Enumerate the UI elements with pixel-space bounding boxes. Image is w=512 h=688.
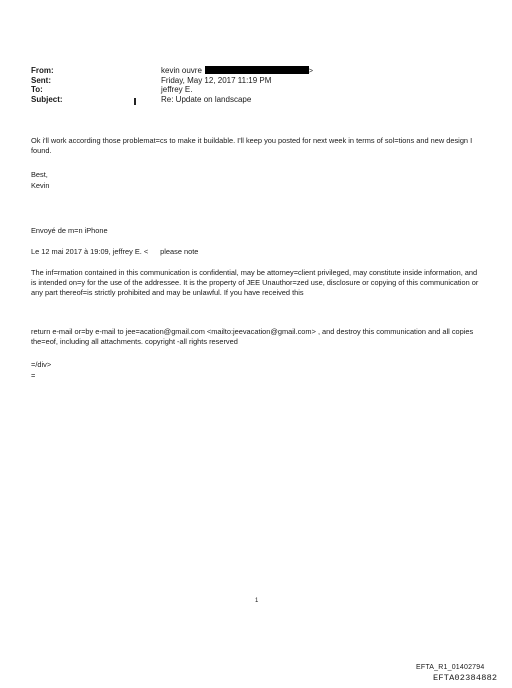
equals-artifact: =	[31, 371, 36, 380]
cursor-mark	[134, 98, 136, 105]
to-label: To:	[31, 85, 43, 95]
from-suffix: >	[308, 68, 314, 75]
from-label: From:	[31, 66, 54, 75]
body-paragraph-1: Ok i'll work according those problemat=cs to make it buildable. I'll keep you posted for next week in terms of sol=tions and new design I found.	[31, 136, 473, 156]
quote-intro: Le 12 mai 2017 à 19:09, jeffrey E. <	[31, 247, 149, 256]
bates-number-large: EFTA02384882	[433, 673, 498, 683]
return-instructions: return e-mail or=by e-mail to jee=acation@gmail.com <mailto:jeevacation@gmail.com> , and destroy this communication and all copies the=eof, including all attachments. copyright -all rights reserved	[31, 327, 474, 347]
confidentiality-disclaimer: The inf=rmation contained in this communication is confidential, may be attorney=client privileged, may constitute inside information, and is intended on=y for the use of the addressee. It is the property of JEE Unauthor=zed use, disclosure or copying of this communication or any part thereof=is strictly prohibited and may be unlawful. If you have received this	[31, 268, 479, 298]
from-name: kevin ouvre	[161, 66, 202, 75]
quote-intro-line	[31, 247, 483, 257]
subject-value: Re: Update on landscape	[161, 94, 252, 104]
subject-label: Subject:	[31, 94, 63, 104]
signoff-best: Best,	[31, 170, 48, 179]
to-value: jeffrey E.	[161, 85, 193, 95]
div-close-artifact: =/div>	[31, 360, 52, 369]
page-number: 1	[255, 598, 259, 604]
sent-label: Sent:	[31, 75, 51, 85]
bates-number-small: EFTA_R1_01402794	[416, 664, 485, 671]
sent-value: Friday, May 12, 2017 11:19 PM	[161, 75, 272, 85]
redaction-bar	[205, 66, 309, 74]
signoff-name: Kevin	[31, 181, 50, 190]
sent-from-device: Envoyé de m=n iPhone	[31, 226, 108, 235]
quote-note: please note	[160, 247, 199, 256]
